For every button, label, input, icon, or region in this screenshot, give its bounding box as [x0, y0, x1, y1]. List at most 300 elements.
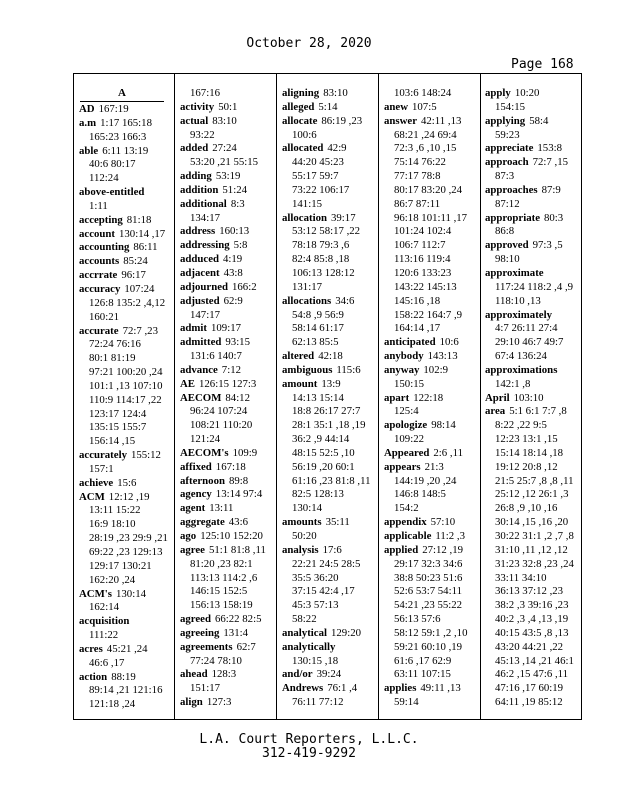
index-entry	[180, 184, 276, 198]
index-refs: 126:15 127:3	[199, 377, 257, 390]
index-refs: 164:14 ,17	[394, 322, 441, 335]
index-refs: 57:10	[430, 516, 456, 529]
index-word: altered	[282, 350, 315, 363]
index-refs: 98:10	[495, 253, 520, 266]
index-refs: 8:22 ,22 9:5	[495, 419, 547, 432]
index-entry	[79, 325, 174, 339]
index-refs: 109:17	[211, 322, 241, 335]
index-continuation	[282, 309, 378, 323]
index-refs: 147:17	[190, 308, 220, 321]
index-continuation	[79, 200, 174, 214]
index-refs: 97:21 100:20 ,24	[89, 366, 163, 379]
index-refs: 39:17	[331, 211, 356, 224]
index-entry	[180, 101, 276, 115]
index-continuation	[485, 488, 581, 502]
index-continuation	[384, 558, 480, 572]
index-word: action	[79, 670, 108, 683]
index-word: addressing	[180, 239, 230, 252]
index-word: agreeing	[180, 626, 220, 639]
index-word: advance	[180, 363, 218, 376]
index-continuation	[282, 599, 378, 613]
index-refs: 130:15 ,18	[292, 654, 339, 667]
index-refs: 108:21 110:20	[190, 419, 253, 432]
index-column-3	[277, 74, 378, 719]
index-entry	[384, 544, 480, 558]
index-entry	[282, 627, 378, 641]
index-word: aligning	[282, 87, 320, 99]
index-column-4	[379, 74, 480, 719]
index-entry	[282, 682, 378, 696]
index-refs: 46:2 ,15 47:6 ,11	[495, 668, 569, 681]
index-refs: 118:10 ,13	[495, 294, 541, 307]
index-refs: 5:14	[318, 100, 338, 113]
index-word: approximations	[485, 363, 558, 376]
index-entry	[79, 255, 174, 269]
index-refs: 80:1 81:19	[89, 352, 136, 365]
index-refs: 115:6	[336, 363, 361, 376]
index-continuation	[384, 613, 480, 627]
index-refs: 97:3 ,5	[532, 239, 563, 252]
index-refs: 162:20 ,24	[89, 573, 136, 586]
index-entry	[180, 364, 276, 378]
index-word: approach	[485, 156, 529, 169]
index-refs: 86:7 87:11	[394, 197, 441, 210]
index-column-2	[175, 74, 276, 719]
index-refs: 155:12	[130, 449, 161, 462]
index-continuation	[485, 378, 581, 392]
index-entry	[180, 668, 276, 682]
index-continuation	[384, 87, 480, 101]
index-refs: 58:14 61:17	[292, 322, 344, 335]
index-continuation	[282, 225, 378, 239]
index-refs: 150:15	[394, 377, 424, 390]
index-continuation	[79, 601, 174, 615]
index-continuation	[485, 558, 581, 572]
index-word: Andrews	[282, 682, 324, 695]
index-refs: 107:24	[124, 282, 155, 295]
index-continuation	[384, 655, 480, 669]
index-refs: 67:4 136:24	[495, 350, 547, 363]
index-continuation	[384, 502, 480, 516]
index-refs: 83:10	[212, 114, 237, 127]
index-word: Appeared	[384, 446, 430, 459]
index-continuation	[79, 408, 174, 422]
index-refs: 131:4	[223, 626, 248, 639]
index-refs: 127:3	[206, 696, 232, 709]
index-continuation	[384, 142, 480, 156]
index-refs: 2:6 ,11	[433, 446, 463, 459]
index-refs: 146:8 148:5	[394, 488, 446, 501]
index-refs: 12:12 ,19	[108, 490, 150, 503]
index-continuation	[79, 172, 174, 186]
index-entry	[485, 87, 581, 101]
index-entry	[384, 364, 480, 378]
index-refs: 96:18 101:11 ,17	[394, 211, 468, 224]
index-word: amount	[282, 377, 318, 390]
index-column-1	[74, 74, 174, 719]
index-continuation	[384, 170, 480, 184]
index-refs: 82:4 85:8 ,18	[292, 253, 350, 266]
index-continuation	[485, 641, 581, 655]
index-continuation	[485, 253, 581, 267]
index-refs: 1:11	[89, 199, 108, 212]
index-continuation	[282, 696, 378, 710]
index-refs: 112:24	[89, 172, 119, 185]
index-word: agent	[180, 502, 206, 515]
index-word: agreed	[180, 613, 211, 626]
index-refs: 22:21 24:5 28:5	[292, 557, 361, 570]
index-entry	[180, 627, 276, 641]
index-refs: 29:17 32:3 34:6	[394, 557, 463, 570]
index-refs: 38:8 50:23 51:6	[394, 571, 463, 584]
index-refs: 28:1 35:1 ,18 ,19	[292, 419, 366, 432]
index-refs: 106:7 112:7	[394, 239, 446, 252]
index-entry	[180, 170, 276, 184]
index-refs: 43:20 44:21 ,22	[495, 640, 564, 653]
index-word: applicable	[384, 530, 432, 542]
index-refs: 42:18	[318, 350, 343, 363]
index-continuation	[485, 101, 581, 115]
index-word: addition	[180, 183, 219, 196]
index-continuation	[282, 572, 378, 586]
index-continuation	[485, 336, 581, 350]
index-refs: 135:15 155:7	[89, 421, 147, 434]
index-refs: 123:17 124:4	[89, 407, 147, 420]
index-continuation	[79, 366, 174, 380]
index-word: appropriate	[485, 211, 540, 224]
index-refs: 111:22	[89, 629, 119, 642]
index-entry	[282, 668, 378, 682]
index-refs: 15:6	[117, 476, 137, 489]
index-word: alleged	[282, 100, 315, 113]
index-refs: 151:17	[190, 682, 220, 695]
index-word: actual	[180, 114, 209, 127]
index-entry	[485, 267, 581, 281]
index-continuation	[384, 696, 480, 710]
index-continuation	[180, 682, 276, 696]
index-refs: 45:3 57:13	[292, 599, 339, 612]
index-word: above-entitled	[79, 186, 145, 199]
index-refs: 66:22 82:5	[214, 613, 262, 626]
index-refs: 26:8 ,9 ,10 ,16	[495, 502, 558, 515]
page-number: Page 168	[511, 57, 574, 72]
index-continuation	[485, 198, 581, 212]
index-refs: 12:23 13:1 ,15	[495, 433, 558, 446]
index-entry	[384, 336, 480, 350]
index-refs: 46:6 ,17	[89, 656, 125, 669]
index-refs: 43:8	[223, 266, 243, 279]
index-word: aggregate	[180, 516, 225, 529]
index-refs: 10:20	[514, 87, 540, 99]
index-refs: 27:12 ,19	[422, 543, 464, 556]
index-entry	[79, 117, 174, 131]
index-entry	[180, 281, 276, 295]
index-word: a.m	[79, 116, 97, 129]
index-continuation	[485, 225, 581, 239]
index-continuation	[180, 572, 276, 586]
index-refs: 13:14 97:4	[215, 488, 263, 501]
index-refs: 40:6 80:17	[89, 158, 136, 171]
index-refs: 126:8 135:2 ,4,12	[89, 296, 166, 309]
index-word: address	[180, 225, 216, 238]
index-continuation	[180, 655, 276, 669]
index-refs: 61:16 ,23 81:8 ,11	[292, 474, 371, 487]
index-continuation	[485, 599, 581, 613]
index-entry	[282, 295, 378, 309]
index-refs: 162:14	[89, 601, 119, 614]
index-refs: 101:1 ,13 107:10	[89, 379, 163, 392]
index-entry	[180, 544, 276, 558]
index-entry	[485, 405, 581, 419]
index-refs: 13:11 15:22	[89, 504, 141, 517]
index-word: apply	[485, 87, 511, 99]
index-entry	[485, 309, 581, 323]
index-word: apologize	[384, 419, 428, 432]
index-refs: 167:19	[98, 103, 129, 115]
index-continuation	[180, 309, 276, 323]
index-entry	[485, 212, 581, 226]
index-refs: 27:24	[212, 142, 237, 155]
index-refs: 120:6 133:23	[394, 266, 452, 279]
index-entry	[384, 447, 480, 461]
index-entry	[282, 142, 378, 156]
index-entry	[384, 682, 480, 696]
index-continuation	[79, 698, 174, 712]
index-word: afternoon	[180, 474, 225, 487]
index-entry	[79, 241, 174, 255]
index-refs: 31:10 ,11 ,12 ,12	[495, 543, 568, 556]
index-continuation	[384, 322, 480, 336]
index-continuation	[485, 295, 581, 309]
index-refs: 44:20 45:23	[292, 156, 344, 169]
index-continuation	[79, 421, 174, 435]
index-continuation	[282, 336, 378, 350]
index-continuation	[485, 502, 581, 516]
index-word: accrrate	[79, 269, 118, 282]
index-refs: 25:12 ,12 26:1 ,3	[495, 488, 569, 501]
index-refs: 58:4	[529, 114, 549, 127]
index-word: approaches	[485, 183, 538, 196]
index-continuation	[79, 684, 174, 698]
index-refs: 58:12 59:1 ,2 ,10	[394, 626, 468, 639]
index-refs: 85:24	[123, 255, 148, 268]
index-word: accurate	[79, 324, 119, 337]
index-word: ahead	[180, 668, 208, 681]
index-refs: 35:5 36:20	[292, 571, 339, 584]
index-refs: 36:13 37:12 ,23	[495, 585, 564, 598]
index-refs: 134:17	[190, 211, 220, 224]
index-refs: 109:9	[232, 446, 258, 459]
index-refs: 13:11	[209, 502, 234, 515]
index-refs: 98:14	[431, 419, 456, 432]
index-refs: 14:13 15:14	[292, 391, 344, 404]
index-refs: 76:11 77:12	[292, 696, 344, 709]
index-entry	[282, 378, 378, 392]
index-refs: 40:2 ,3 ,4 ,13 ,19	[495, 613, 569, 626]
index-refs: 165:23 166:3	[89, 130, 147, 143]
index-continuation	[79, 546, 174, 560]
index-continuation	[282, 419, 378, 433]
index-entry	[180, 488, 276, 502]
index-continuation	[180, 599, 276, 613]
index-entry	[79, 491, 174, 505]
index-refs: 59:14	[394, 696, 419, 709]
index-entry	[180, 322, 276, 336]
index-refs: 131:17	[292, 280, 322, 293]
index-continuation	[384, 295, 480, 309]
index-refs: 125:4	[394, 405, 419, 418]
index-refs: 113:13 114:2 ,6	[190, 571, 258, 584]
index-refs: 158:22 164:7 ,9	[394, 308, 463, 321]
index-continuation	[79, 560, 174, 574]
index-refs: 102:9	[423, 363, 448, 376]
index-refs: 40:15 43:5 ,8 ,13	[495, 626, 569, 639]
index-continuation	[282, 170, 378, 184]
index-word: adding	[180, 170, 212, 183]
index-refs: 49:11 ,13	[420, 682, 461, 695]
index-continuation	[485, 516, 581, 530]
index-word: acres	[79, 642, 103, 655]
index-word: applied	[384, 543, 419, 556]
index-word: anybody	[384, 350, 424, 363]
index-refs: 72:7 ,15	[532, 156, 568, 169]
index-refs: 86:11	[133, 241, 158, 254]
index-word: accounting	[79, 241, 130, 254]
index-entry	[180, 475, 276, 489]
index-continuation	[485, 433, 581, 447]
index-refs: 10:6	[439, 336, 459, 349]
index-word: area	[485, 405, 506, 418]
index-refs: 80:17 83:20 ,24	[394, 183, 463, 196]
index-refs: 129:17 130:21	[89, 559, 152, 572]
index-continuation	[384, 309, 480, 323]
index-refs: 54:21 ,23 55:22	[394, 599, 463, 612]
index-refs: 53:19	[215, 170, 241, 183]
index-refs: 58:22	[292, 613, 317, 626]
index-continuation	[384, 641, 480, 655]
index-continuation	[485, 530, 581, 544]
index-entry	[485, 142, 581, 156]
index-continuation	[384, 239, 480, 253]
index-refs: 81:18	[126, 213, 152, 226]
index-refs: 7:12	[221, 363, 241, 376]
index-continuation	[485, 419, 581, 433]
index-word: accurately	[79, 449, 127, 462]
index-continuation	[384, 572, 480, 586]
index-entry	[384, 530, 480, 544]
index-continuation	[384, 378, 480, 392]
index-word: admit	[180, 322, 207, 335]
index-continuation	[180, 156, 276, 170]
index-refs: 21:3	[424, 460, 444, 473]
index-entry	[384, 419, 480, 433]
index-continuation	[79, 338, 174, 352]
index-refs: 8:3	[230, 197, 245, 210]
index-continuation	[180, 558, 276, 572]
index-refs: 59:23	[495, 128, 520, 141]
index-refs: 64:11 ,19 85:12	[495, 696, 563, 709]
index-entry	[282, 87, 378, 101]
index-word: AD	[79, 103, 95, 115]
index-refs: 47:16 ,17 60:19	[495, 682, 564, 695]
index-refs: 13:9	[321, 377, 341, 390]
index-entry	[180, 461, 276, 475]
index-entry	[79, 477, 174, 491]
section-letter-underline	[80, 101, 164, 102]
index-continuation	[180, 212, 276, 226]
index-refs: 15:14 18:14 ,18	[495, 446, 564, 459]
index-refs: 42:11 ,13	[421, 114, 462, 127]
index-continuation	[384, 488, 480, 502]
index-continuation	[384, 198, 480, 212]
index-continuation	[485, 170, 581, 184]
index-continuation	[485, 129, 581, 143]
section-letter: A	[118, 87, 126, 99]
index-entry	[180, 641, 276, 655]
index-refs: 167:18	[215, 460, 246, 473]
index-word: agree	[180, 543, 205, 556]
index-continuation	[282, 585, 378, 599]
index-word: analytically	[282, 640, 336, 653]
index-refs: 106:13 128:12	[292, 266, 355, 279]
index-continuation	[485, 281, 581, 295]
index-continuation	[384, 253, 480, 267]
index-word: applies	[384, 682, 417, 695]
index-word: April	[485, 391, 510, 404]
index-entry	[180, 142, 276, 156]
index-word: answer	[384, 114, 417, 127]
index-word: approved	[485, 239, 529, 252]
index-refs: 53:20 ,21 55:15	[190, 156, 259, 169]
index-word: analysis	[282, 543, 319, 556]
index-refs: 72:3 ,6 ,10 ,15	[394, 142, 457, 155]
index-refs: 45:21 ,24	[106, 642, 148, 655]
index-word: able	[79, 144, 99, 157]
index-continuation	[485, 682, 581, 696]
index-continuation	[384, 627, 480, 641]
index-word: align	[180, 696, 203, 709]
index-refs: 19:12 20:8 ,12	[495, 460, 558, 473]
index-continuation	[79, 394, 174, 408]
index-continuation	[180, 433, 276, 447]
index-entry	[180, 392, 276, 406]
index-word: approximately	[485, 308, 552, 321]
index-refs: 143:22 145:13	[394, 280, 457, 293]
index-continuation	[384, 405, 480, 419]
index-entry	[180, 198, 276, 212]
index-refs: 141:15	[292, 197, 322, 210]
index-entry	[79, 214, 174, 228]
index-refs: 5:8	[233, 239, 248, 252]
index-word: appreciate	[485, 142, 534, 155]
index-word: ambiguous	[282, 363, 333, 376]
index-refs: 122:18	[413, 391, 444, 404]
index-entry	[180, 530, 276, 544]
index-refs: 113:16 119:4	[394, 253, 451, 266]
index-refs: 51:1 81:8 ,11	[208, 543, 266, 556]
index-refs: 110:9 114:17 ,22	[89, 393, 162, 406]
index-word: anticipated	[384, 336, 436, 349]
index-word: anyway	[384, 363, 420, 376]
index-refs: 88:19	[111, 670, 136, 683]
index-entry	[180, 613, 276, 627]
index-word: additional	[180, 197, 227, 210]
index-entry	[79, 643, 174, 657]
index-refs: 130:14	[292, 502, 322, 515]
footer-company: L.A. Court Reporters, L.L.C.	[199, 732, 419, 747]
index-word: agency	[180, 488, 212, 501]
index-column-5	[481, 74, 581, 719]
